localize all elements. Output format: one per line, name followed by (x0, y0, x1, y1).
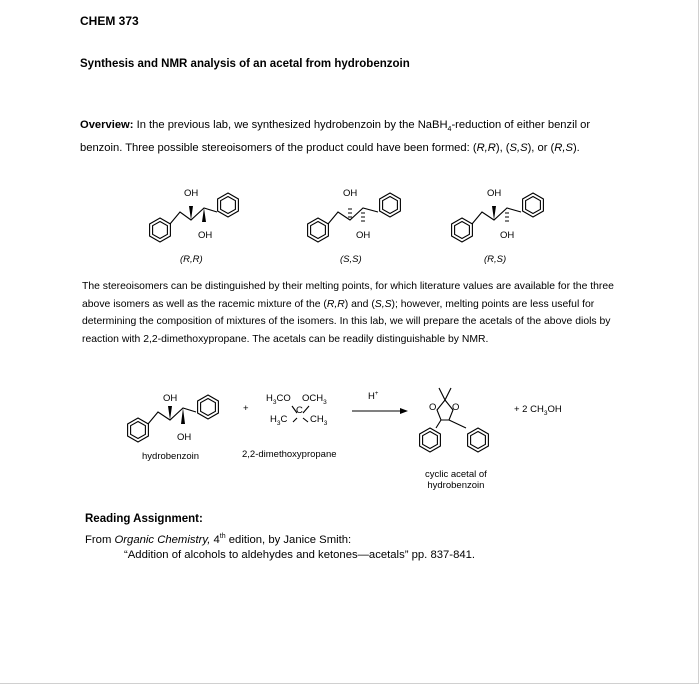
rs-label: (R,S) (484, 254, 507, 265)
dmp-ch3: $CH_3$ (310, 414, 328, 427)
rs-oh-top: OH (487, 188, 502, 199)
isomer-rr-structure (150, 193, 239, 242)
rr-oh-top: OH (184, 188, 199, 199)
rs-oh-bottom: OH (500, 230, 515, 241)
reading-source: From Organic Chemistry, 4th edition, by Janice Smith: (85, 533, 352, 546)
catalyst-label: H+ (368, 391, 379, 403)
page-title: Synthesis and NMR analysis of an acetal from hydrobenzoin (80, 58, 410, 70)
rr-label: (R,R) (180, 254, 203, 265)
dmp-och3: $OCH_3$ (302, 393, 327, 406)
hydrobenzoin-label: hydrobenzoin (142, 451, 200, 462)
reaction-arrow (352, 408, 408, 414)
dmp-label: 2,2-dimethoxypropane (242, 449, 337, 460)
acetal-structure (420, 388, 489, 452)
dmp-central-carbon: C (296, 405, 303, 416)
ss-label: (S,S) (340, 254, 362, 265)
rr-oh-bottom: OH (198, 230, 213, 241)
isomer-rs-structure (452, 193, 544, 242)
ss-oh-bottom: OH (356, 230, 371, 241)
overview-label: Overview: (80, 119, 134, 131)
plus-sign: + (243, 403, 249, 414)
hydrobenzoin-oh-top: OH (163, 393, 178, 404)
isomer-ss-structure (308, 193, 401, 242)
dmp-h3co: $H_3CO$ (266, 393, 291, 406)
acetal-o-left: O (429, 402, 437, 413)
hydrobenzoin-oh-bottom: OH (177, 432, 192, 443)
acetal-o-right: O (452, 402, 460, 413)
overview-paragraph: Overview: In the previous lab, we synthesized hydrobenzoin by the NaBH$_4$-reduction of either benzil or benzoin. Three possible stereoisomers of the product could have been formed: (R,R), (S,S), or (R,S). (80, 119, 591, 155)
stereoisomer-paragraph: The stereoisomers can be distinguished by their melting points, for which literature values are available for the three above isomers as well as the racemic mixture of the (R,R) and (S,S); however, melting points are less useful for determining the composition of mixtures of the isomers. In this lab, we will prepare the acetals of the above diols by reaction with 2,2-dimethoxypropane. The acetals can be readily distinguishable by NMR. (82, 281, 614, 345)
course-header: CHEM 373 (80, 14, 139, 28)
reading-citation: “Addition of alcohols to aldehydes and ketones—acetals” pp. 837-841. (124, 549, 476, 561)
dmp-h3c: $H_3C$ (270, 414, 288, 427)
byproduct-label: + 2 $CH_3OH$ (514, 404, 562, 417)
reading-heading: Reading Assignment: (85, 513, 203, 525)
product-label: cyclic acetal of hydrobenzoin (425, 469, 487, 491)
ss-oh-top: OH (343, 188, 358, 199)
